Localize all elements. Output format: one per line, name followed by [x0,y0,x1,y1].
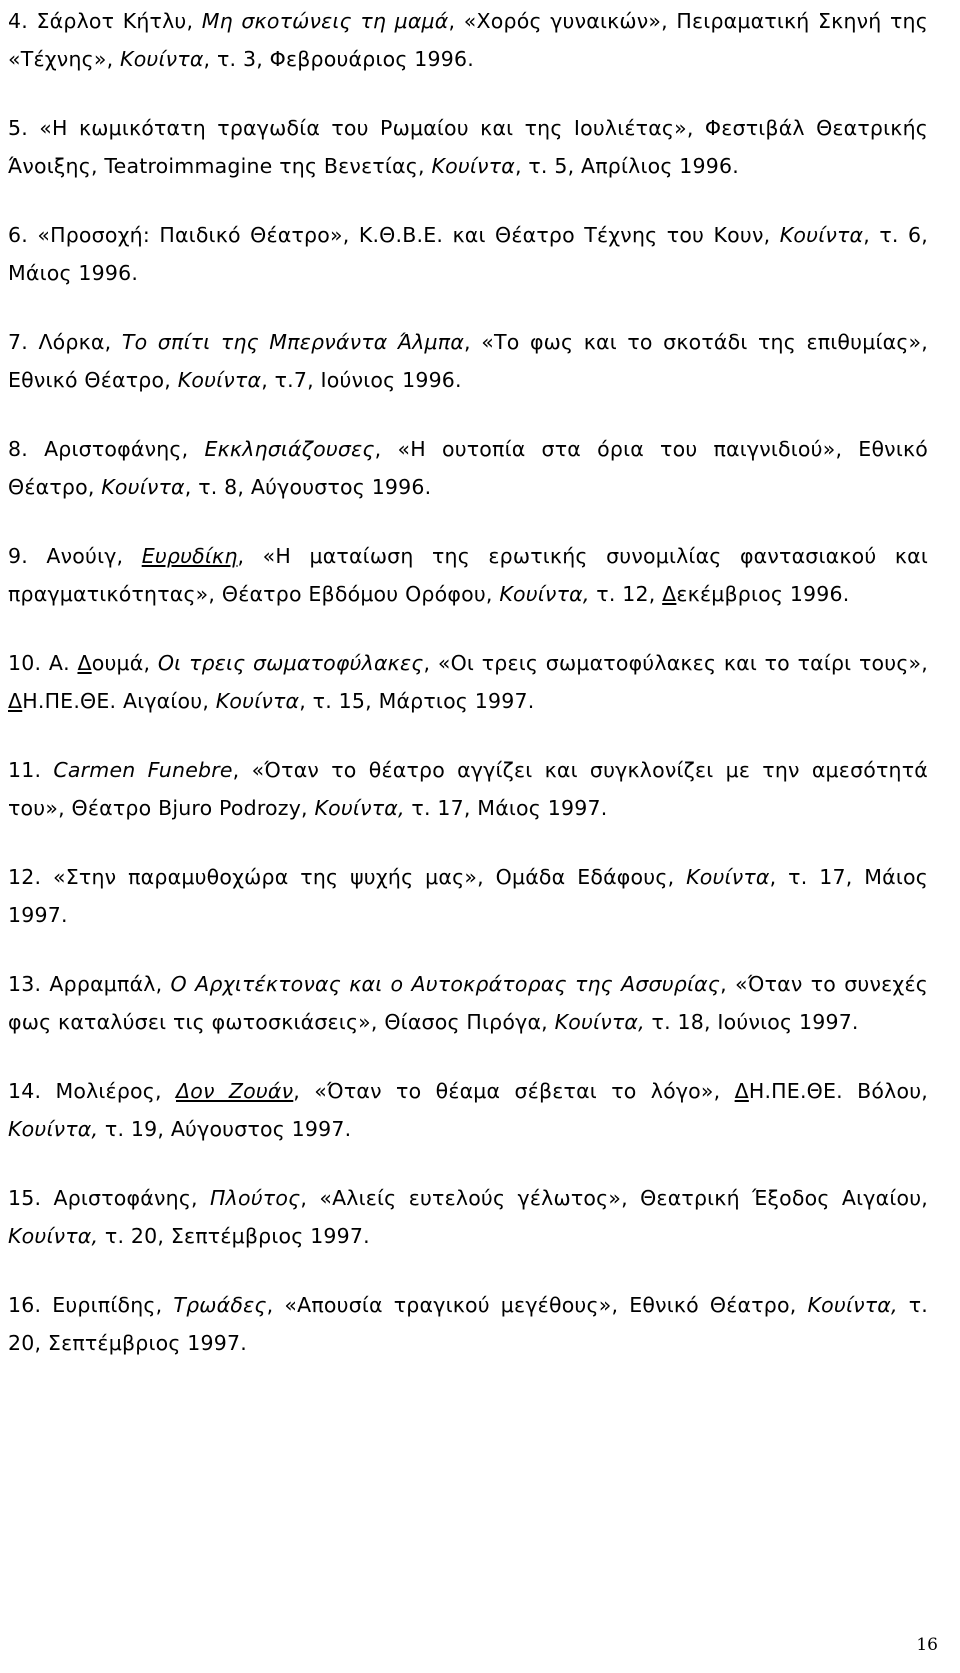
entry-text: 16. Ευριπίδης, [8,1293,174,1317]
entry-text: , «Το φως και το σκοτάδι της επιθυμίας», Εθνικό Θέατρο, [8,330,929,392]
entry-text: 7. Λόρκα, [8,330,122,354]
entry-text: 11. [8,758,54,782]
italic-title-text: Εκκλησιάζουσες [204,437,375,461]
bibliography-entry [8,430,928,506]
entry-text: Δ [734,1079,749,1103]
entry-text: , τ.7, Ιούνιος 1996. [261,368,462,392]
entry-text: , «Η ματαίωση της ερωτικής συνομιλίας φαντασιακού και πραγματικότητας», Θέατρο Εβδόμου Ορόφου, [8,544,928,606]
italic-title-text: Κουίντα, [807,1293,898,1317]
italic-title-text: Μη σκοτώνεις τη μαμά [201,9,449,33]
entry-text: τ. 19, Αύγουστος 1997. [98,1117,352,1141]
italic-title-text: Κουίντα [101,475,185,499]
italic-title-text: Τρωάδες [173,1293,267,1317]
bibliography-entry [8,216,928,292]
italic-title-text: Κουίντα [779,223,864,247]
italic-title-text: Ευρυδίκη [141,544,238,568]
italic-title-text: Κουίντα, [499,582,590,606]
entry-text: , «Απουσία τραγικού μεγέθους», Εθνικό Θέατρο, [266,1293,808,1317]
italic-title-text: Κουίντα [431,154,515,178]
italic-title-text: Πλούτος [210,1186,301,1210]
entry-text: Δ [8,689,23,713]
bibliography-entry [8,323,928,399]
entry-text: τ. 18, Ιούνιος 1997. [644,1010,859,1034]
entry-text: 5. «Η κωμικότατη τραγωδία του Ρωμαίου και της Ιουλιέτας», Φεστιβάλ Θεατρικής Άνοιξης, Teatroimmagine της Βενετίας, [8,116,928,178]
bibliography-entry [8,858,928,934]
bibliography-entry [8,109,928,185]
entry-text: , «Όταν το συνεχές φως καταλύσει τις φωτοσκιάσεις», Θίασος Πιρόγα, [8,972,928,1034]
bibliography-entry [8,1072,928,1148]
entry-text: εκέμβριος 1996. [676,582,850,606]
entry-text: , τ. 5, Απρίλιος 1996. [514,154,739,178]
bibliography-entry [8,751,928,827]
entry-text: τ. 17, Μάιος 1997. [404,796,608,820]
italic-title-text: Κουίντα, [314,796,405,820]
entry-text: 12. «Στην παραμυθοχώρα της ψυχής μας», Ομάδα Εδάφους, [8,865,687,889]
entry-text: 9. Ανούιγ, [8,544,142,568]
italic-title-text: Ο Αρχιτέκτονας και ο Αυτοκράτορας της Ασσυρίας [170,972,721,996]
bibliography-list [8,2,928,1393]
entry-text: , «Η ουτοπία στα όρια του παιγνιδιού», Εθνικό Θέατρο, [8,437,928,499]
bibliography-entry [8,965,928,1041]
entry-text: 15. Αριστοφάνης, [8,1186,211,1210]
entry-text: Η.ΠΕ.ΘΕ. Αιγαίου, [22,689,216,713]
bibliography-entry [8,1286,928,1362]
page-number: 16 [916,1635,938,1655]
bibliography-entry [8,2,928,78]
entry-text: , τ. 3, Φεβρουάριος 1996. [203,47,474,71]
italic-title-text: Κουίντα [215,689,300,713]
bibliography-entry [8,1179,928,1255]
italic-title-text: Κουίντα [686,865,770,889]
italic-title-text: Κουίντα [177,368,262,392]
entry-text: τ. 20, Σεπτέμβριος 1997. [98,1224,370,1248]
entry-text: Δ [77,651,92,675]
entry-text: ουμά, [91,651,158,675]
entry-text: 14. Μολιέρος, [8,1079,176,1103]
entry-text: , τ. 8, Αύγουστος 1996. [184,475,432,499]
bibliography-entry [8,644,928,720]
entry-text: τ. 20, Σεπτέμβριος 1997. [8,1293,928,1355]
entry-text: , «Οι τρεις σωματοφύλακες και το ταίρι τους», [423,651,929,675]
entry-text: , «Αλιείς ευτελούς γέλωτος», Θεατρική Έξοδος Αιγαίου, [300,1186,928,1210]
bibliography-entry [8,537,928,613]
entry-text: 10. Α. [8,651,78,675]
entry-text: , τ. 15, Μάρτιος 1997. [299,689,535,713]
italic-title-text: Κουίντα, [8,1117,99,1141]
entry-text: 8. Αριστοφάνης, [8,437,205,461]
entry-text: 4. Σάρλοτ Κήτλυ, [8,9,202,33]
entry-text: , «Όταν το θέατρο αγγίζει και συγκλονίζει με την αμεσότητά του», Θέατρο Bjuro Podrozy, [8,758,929,820]
entry-text: 13. Αρραμπάλ, [8,972,171,996]
entry-text: 6. «Προσοχή: Παιδικό Θέατρο», Κ.Θ.Β.Ε. και Θέατρο Τέχνης του Κουν, [8,223,780,247]
entry-text: , τ. 17, Μάιος 1997. [8,865,928,927]
entry-text: , τ. 6, Μάιος 1996. [8,223,928,285]
entry-text: , «Όταν το θέαμα σέβεται το λόγο», [293,1079,735,1103]
entry-text: τ. 12, [589,582,663,606]
entry-text: Δ [662,582,677,606]
italic-title-text: Κουίντα, [8,1224,99,1248]
italic-title-text: Κουίντα, [554,1010,645,1034]
italic-title-text: Carmen Funebre [53,758,233,782]
italic-title-text: Οι τρεις σωματοφύλακες [157,651,424,675]
italic-title-text: Κουίντα [120,47,204,71]
italic-title-text: Δον Ζουάν [176,1079,294,1103]
entry-text: Η.ΠΕ.ΘΕ. Βόλου, [748,1079,928,1103]
entry-text: , «Χορός γυναικών», Πειραματική Σκηνή της «Τέχνης», [8,9,928,71]
italic-title-text: Το σπίτι της Μπερνάντα Άλμπα [121,330,465,354]
